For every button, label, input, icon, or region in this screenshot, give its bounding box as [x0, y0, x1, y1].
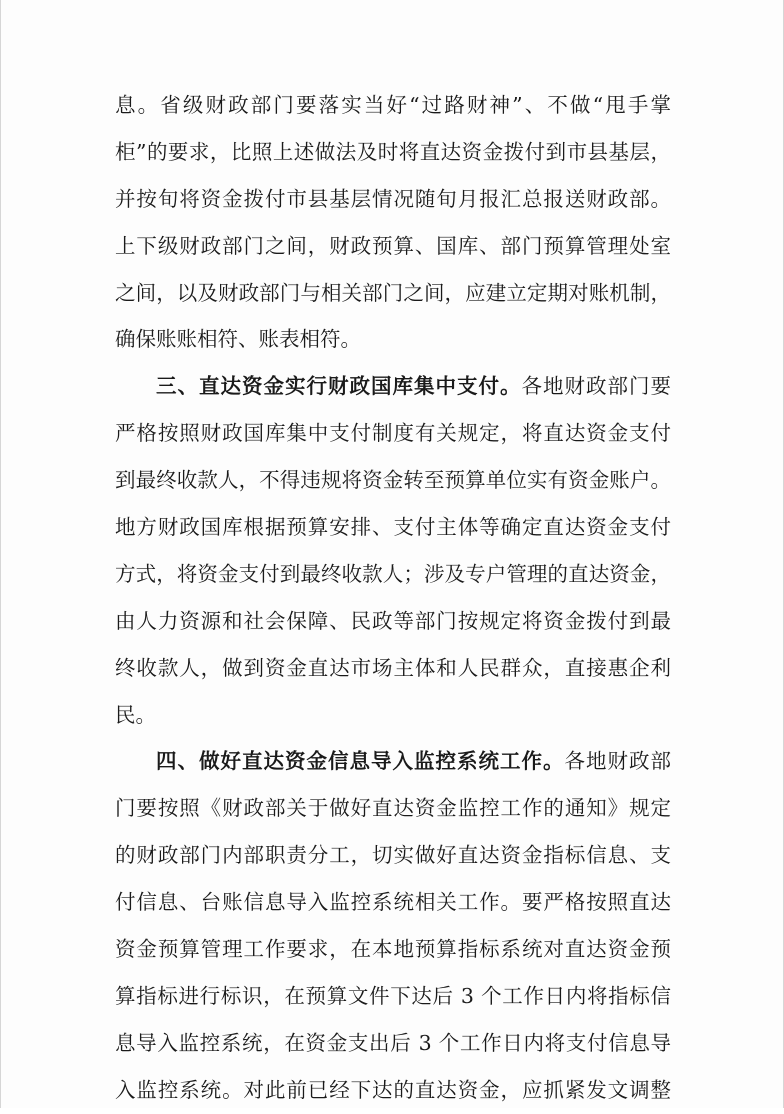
text-line: 严格按照财政国库集中支付制度有关规定，将直达资金支付	[115, 421, 671, 446]
text-line: 确保账账相符、账表相符。	[115, 327, 361, 352]
text-line: 算指标进行标识，在预算文件下达后 3 个工作日内将指标信	[115, 983, 671, 1008]
section-four	[115, 738, 671, 1113]
text-line: 门要按照《财政部关于做好直达资金监控工作的通知》规定	[115, 796, 671, 821]
text-line: 并按旬将资金拨付市县基层情况随旬月报汇总报送财政部。	[115, 186, 671, 211]
text-line: 上下级财政部门之间，财政预算、国库、部门预算管理处室	[115, 233, 671, 258]
text-line: 的财政部门内部职责分工，切实做好直达资金指标信息、支	[115, 843, 671, 868]
text-line: 到最终收款人，不得违规将资金转至预算单位实有资金账户。	[115, 468, 671, 493]
section-heading: 四、做好直达资金信息导入监控系统工作。	[156, 749, 565, 774]
text-line: 息导入监控系统，在资金支出后 3 个工作日内将支付信息导	[115, 1030, 671, 1055]
text-line: 方式，将资金支付到最终收款人；涉及专户管理的直达资金，	[115, 561, 671, 586]
text-line: 资金预算管理工作要求，在本地预算指标系统对直达资金预	[115, 937, 671, 962]
section-three	[115, 363, 671, 738]
section-first-line	[115, 363, 671, 410]
section-first-line	[115, 738, 671, 785]
text-line: 柜”的要求，比照上述做法及时将直达资金拨付到市县基层，	[115, 139, 671, 164]
text-line: 终收款人，做到资金直达市场主体和人民群众，直接惠企利	[115, 655, 671, 680]
section-heading: 三、直达资金实行财政国库集中支付。	[156, 374, 522, 399]
section-first-line-text: 各地财政部门要	[521, 374, 671, 399]
text-line: 之间，以及财政部门与相关部门之间，应建立定期对账机制，	[115, 280, 671, 305]
text-line: 入监控系统。对此前已经下达的直达资金，应抓紧发文调整	[115, 1077, 671, 1102]
text-line: 付信息、台账信息导入监控系统相关工作。要严格按照直达	[115, 890, 671, 915]
text-line: 民。	[115, 702, 156, 727]
text-line: 地方财政国库根据预算安排、支付主体等确定直达资金支付	[115, 515, 671, 540]
paragraph-continuation	[115, 82, 671, 363]
section-first-line-text: 各地财政部	[564, 749, 671, 774]
text-line: 由人力资源和社会保障、民政等部门按规定将资金拨付到最	[115, 608, 671, 633]
document-body	[115, 82, 671, 1114]
text-line: 息。省级财政部门要落实当好“过路财神”、不做“甩手掌	[115, 93, 671, 117]
